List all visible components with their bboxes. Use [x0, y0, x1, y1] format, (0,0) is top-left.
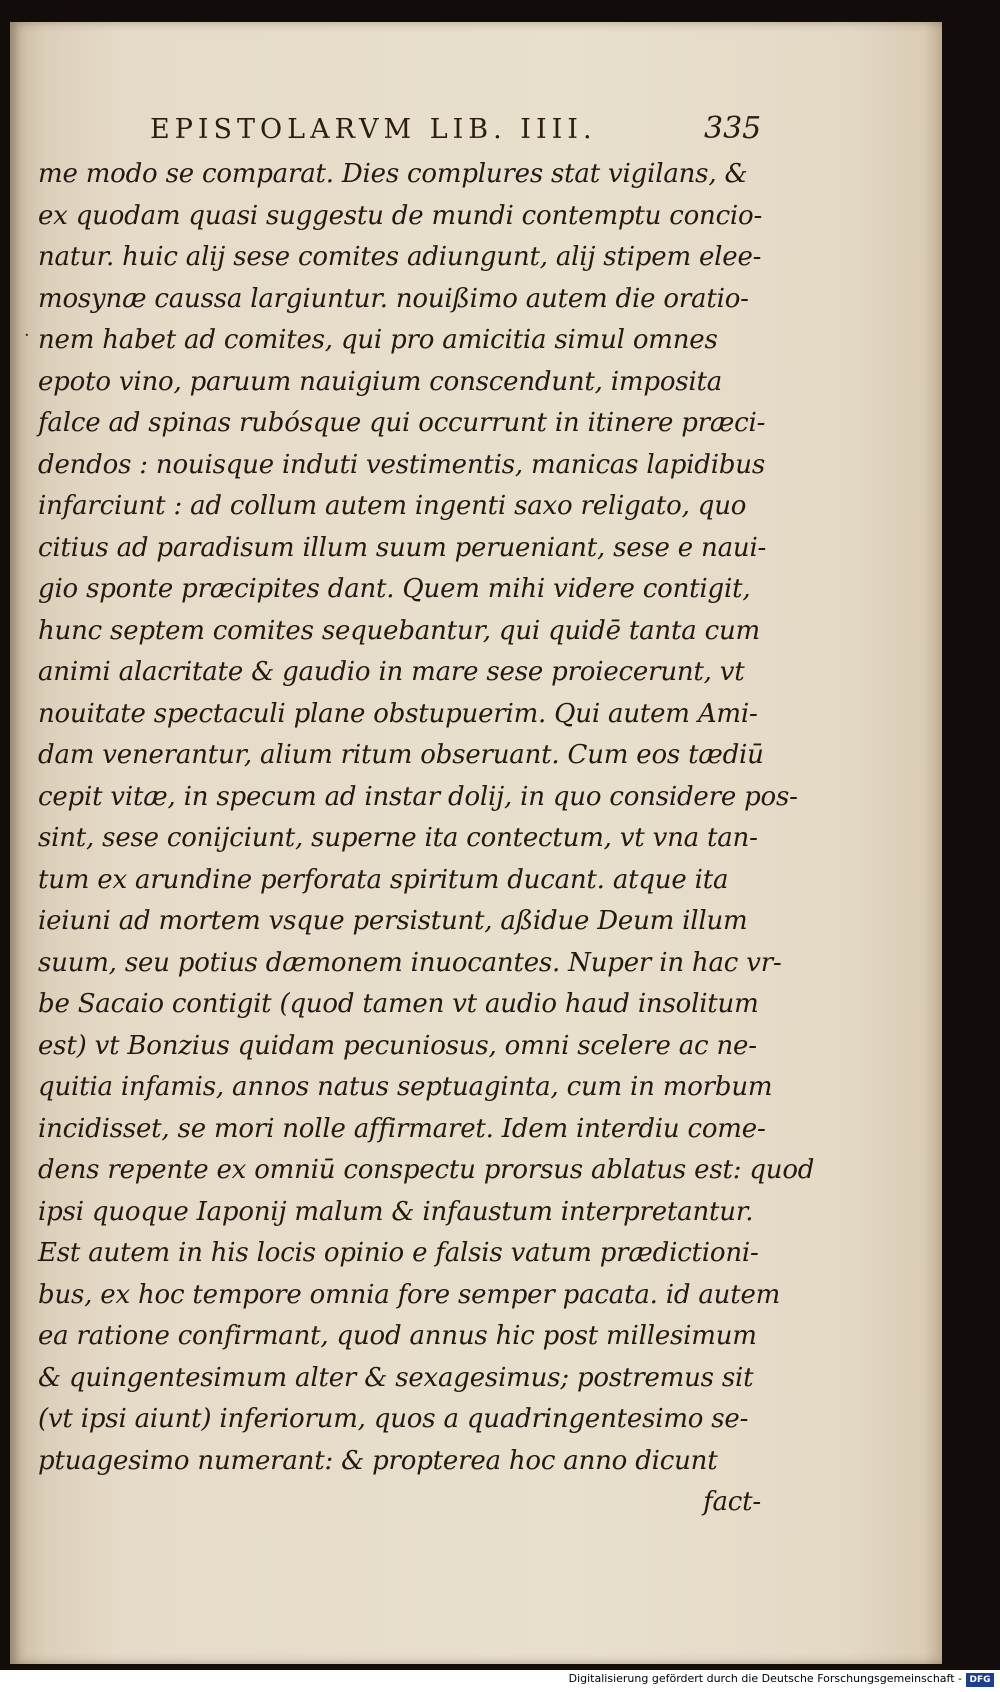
text-line: sint, sese conijciunt, superne ita contectum, vt vna tan-: [38, 823, 758, 853]
text-line: bus, ex hoc tempore omnia fore semper pacata. id autem: [38, 1279, 781, 1310]
text-line: dendos : nouisque induti vestimentis, manicas lapidibus: [38, 449, 765, 480]
text-line: dens repente ex omniū conspectu prorsus ablatus est: quod: [38, 1155, 815, 1185]
text-line: be Sacaio contigit (quod tamen vt audio haud insolitum: [38, 989, 759, 1019]
page-number: 335: [704, 111, 762, 146]
dfg-logo: DFG: [966, 1673, 994, 1687]
text-line: (vt ipsi aiunt) inferiorum, quos a quadringentesimo se-: [38, 1404, 749, 1434]
text-line: ieiuni ad mortem vsque persistunt, aßidue Deum illum: [38, 906, 748, 936]
body-text: [38, 154, 815, 1524]
text-line: nem habet ad comites, qui pro amicitia simul omnes: [38, 325, 718, 355]
text-line: falce ad spinas rubósque qui occurrunt in itinere præci-: [38, 408, 766, 438]
text-line: ipsi quoque Iaponij malum & infaustum interpretantur.: [38, 1196, 754, 1227]
text-line: ptuagesimo numerant: & propterea hoc anno dicunt: [38, 1445, 718, 1476]
text-line: tum ex arundine perforata spiritum ducant. atque ita: [38, 864, 729, 895]
text-line: animi alacritate & gaudio in mare sese proiecerunt, vt: [38, 657, 745, 687]
text-line: natur. huic alij sese comites adiungunt, alij stipem elee-: [38, 242, 762, 272]
text-line: epoto vino, paruum nauigium conscendunt, imposita: [38, 366, 723, 397]
text-line: quitia infamis, annos natus septuaginta, cum in morbum: [38, 1072, 773, 1102]
text-line: cepit vitæ, in specum ad instar dolij, in quo considere pos-: [38, 781, 798, 812]
text-line: hunc septem comites sequebantur, qui quidē tanta cum: [38, 615, 760, 646]
text-line: ex quodam quasi suggestu de mundi contemptu concio-: [38, 200, 763, 231]
text-line: Est autem in his locis opinio e falsis vatum prædictioni-: [38, 1238, 759, 1268]
text-line: dam venerantur, alium ritum obseruant. Cum eos tædiū: [38, 740, 764, 770]
text-line: citius ad paradisum illum suum perueniant, sese e naui-: [38, 532, 767, 563]
text-line: ea ratione confirmant, quod annus hic post millesimum: [38, 1321, 757, 1351]
text-line: infarciunt : ad collum autem ingenti saxo religato, quo: [38, 491, 747, 521]
text-line: mosynæ caussa largiuntur. nouißimo autem die oratio-: [38, 283, 749, 314]
running-header: EPISTOLARVM LIB. IIII.: [150, 114, 597, 145]
margin-mark: ·: [24, 325, 30, 346]
text-line: gio sponte præcipites dant. Quem mihi videre contigit,: [38, 574, 751, 604]
catchword: fact-: [703, 1487, 761, 1517]
book-page: [10, 22, 942, 1664]
text-line: suum, seu potius dæmonem inuocantes. Nuper in hac vr-: [38, 947, 782, 978]
text-line: me modo se comparat. Dies complures stat vigilans, &: [38, 159, 748, 189]
text-line: & quingentesimum alter & sexagesimus; postremus sit: [38, 1362, 754, 1393]
text-line: incidisset, se mori nolle affirmaret. Idem interdiu come-: [38, 1113, 766, 1144]
text-line: nouitate spectaculi plane obstupuerim. Qui autem Ami-: [38, 698, 758, 729]
funding-credit: Digitalisierung gefördert durch die Deutsche Forschungsgemeinschaft -: [568, 1672, 962, 1685]
text-line: est) vt Bonzius quidam pecuniosus, omni scelere ac ne-: [38, 1030, 757, 1061]
